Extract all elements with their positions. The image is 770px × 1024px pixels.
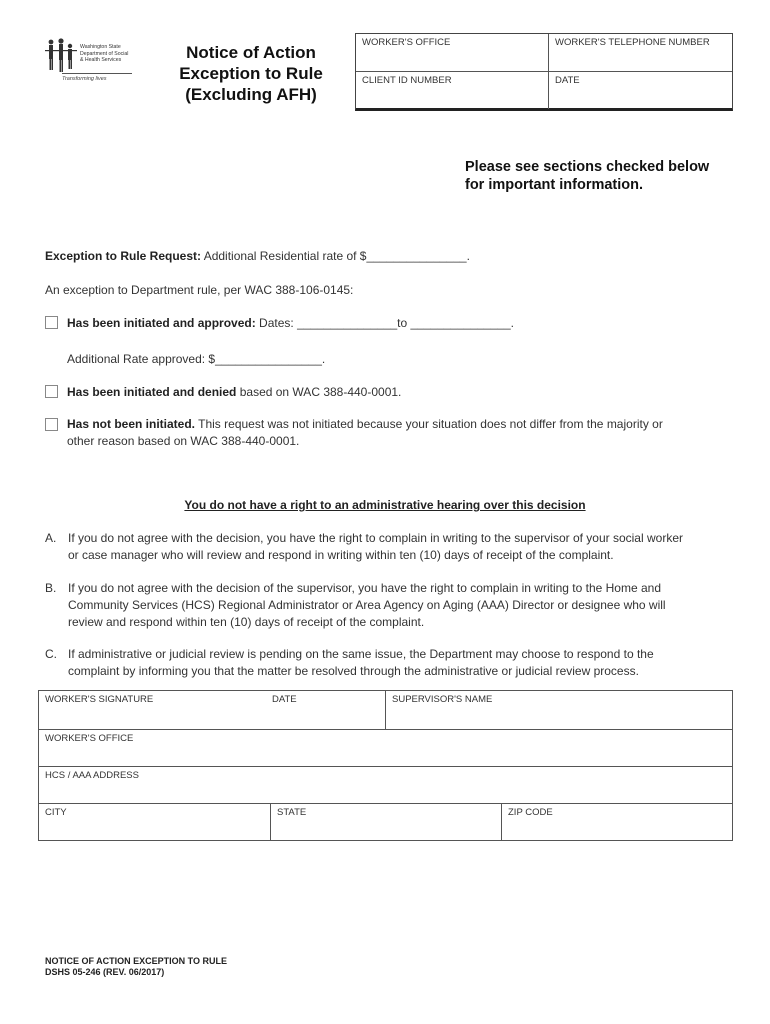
supervisors-name-field[interactable]: SUPERVISOR'S NAME xyxy=(392,694,493,705)
state-field[interactable]: STATE xyxy=(277,807,307,818)
logo-org-name: Washington State Department of Social & Health Services xyxy=(80,44,129,63)
approved-checkbox[interactable] xyxy=(45,316,58,329)
not-initiated-option-cont: other reason based on WAC 388-440-0001. xyxy=(67,434,300,448)
denied-checkbox[interactable] xyxy=(45,385,58,398)
not-initiated-checkbox[interactable] xyxy=(45,418,58,431)
date-field[interactable]: DATE xyxy=(555,75,580,86)
worker-info-box xyxy=(355,33,733,111)
list-item-c: C. If administrative or judicial review is pending on the same issue, the Department may choose to respond to the complaint by informing you that the matter be resolved through the administrative or judicial review process. xyxy=(45,647,654,678)
signature-form xyxy=(38,690,733,841)
intro-text: An exception to Department rule, per WAC 388-106-0145: xyxy=(45,283,354,297)
list-item-b: B. If you do not agree with the decision of the supervisor, you have the right to complain in writing to the Home and Community Services (HCS) Regional Administrator or Area Agency on Aging (AAA) Director or designee who will review and respond within ten (10) days of receipt of the complaint. xyxy=(45,581,666,629)
dshs-logo xyxy=(44,38,136,88)
signature-date-field[interactable]: DATE xyxy=(272,694,297,705)
hearing-heading: You do not have a right to an administrative hearing over this decision xyxy=(184,498,586,512)
important-info-note: Please see sections checked below for important information. xyxy=(465,159,710,193)
form-footer: NOTICE OF ACTION EXCEPTION TO RULE DSHS 05-246 (REV. 06/2017) xyxy=(45,956,228,977)
exception-request-line xyxy=(45,249,470,263)
workers-telephone-field[interactable]: WORKER'S TELEPHONE NUMBER xyxy=(555,37,710,48)
additional-rate-line: Additional Rate approved: $________________. xyxy=(67,352,326,366)
workers-signature-field[interactable]: WORKER'S SIGNATURE xyxy=(45,694,154,705)
exception-request-text: Additional Residential rate of $_______________. xyxy=(203,249,470,263)
client-id-field[interactable]: CLIENT ID NUMBER xyxy=(362,75,452,86)
logo-divider xyxy=(62,73,132,74)
approved-option: Has been initiated and approved: Dates: _______________to _______________. xyxy=(67,316,514,330)
city-field[interactable]: CITY xyxy=(45,807,67,818)
workers-office-field[interactable]: WORKER'S OFFICE xyxy=(362,37,451,48)
denied-option: Has been initiated and denied based on WAC 388-440-0001. xyxy=(67,385,402,399)
list-item-a: A. If you do not agree with the decision, you have the right to complain in writing to the supervisor of your social worker or case manager who will review and respond in writing within ten (10) days of receipt of the complaint. xyxy=(45,531,683,562)
page-title: Notice of Action Exception to Rule (Excluding AFH) xyxy=(179,43,323,104)
address-field[interactable]: HCS / AAA ADDRESS xyxy=(45,770,139,781)
not-initiated-option: Has not been initiated. This request was not initiated because your situation does not differ from the majority or xyxy=(67,417,663,431)
family-figures-icon xyxy=(44,38,78,74)
logo-tagline: Transforming lives xyxy=(62,76,107,82)
zip-code-field[interactable]: ZIP CODE xyxy=(508,807,553,818)
exception-request-label: Exception to Rule Request: xyxy=(45,249,202,263)
form-workers-office-field[interactable]: WORKER'S OFFICE xyxy=(45,733,134,744)
